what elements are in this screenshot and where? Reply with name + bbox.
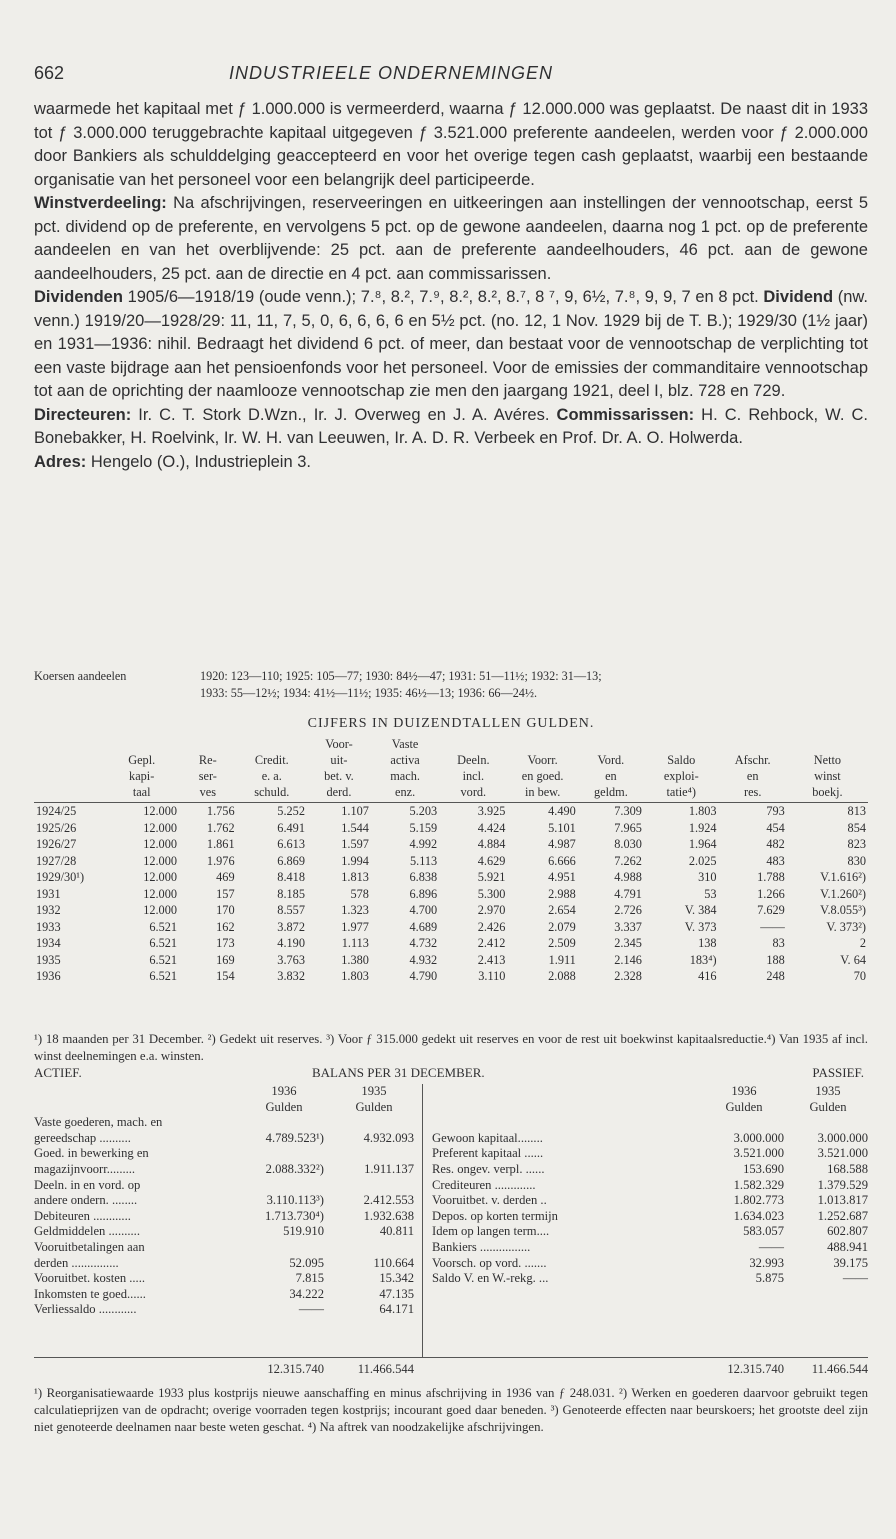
- balance-label: Vooruitbet. kosten .....: [34, 1271, 146, 1286]
- table-cell: 1.544: [341, 820, 369, 835]
- balance-value-1935: 4.932.093: [363, 1130, 414, 1145]
- table-cell: V.1.616²): [820, 870, 866, 884]
- balance-row: [432, 1224, 868, 1240]
- total-passief-1936: 12.315.740: [727, 1362, 784, 1376]
- table-cell: 6.521: [149, 969, 178, 983]
- table-cell: 5.203: [409, 804, 438, 818]
- table-cell: 823: [847, 837, 866, 851]
- table-cell: V. 384: [684, 903, 717, 917]
- winstverdeeling-label: Winstverdeeling:: [34, 194, 167, 212]
- table-cell: 7.262: [614, 853, 642, 868]
- table-cell: 6.521: [149, 919, 178, 934]
- table-cell: 1.323: [341, 903, 369, 917]
- balance-label: Vaste goederen, mach. en: [34, 1115, 163, 1130]
- table-cell: 8.185: [277, 886, 305, 901]
- table-cell: 248: [766, 969, 785, 983]
- balance-value-1935: ——: [842, 1271, 868, 1286]
- spacer-row: [432, 1115, 868, 1131]
- table-cell: 6.521: [149, 936, 178, 950]
- table-cell: 12.000: [143, 837, 178, 851]
- unit-header-row: [432, 1100, 868, 1116]
- balance-label: Deeln. in en vord. op: [34, 1177, 141, 1192]
- balance-row: [34, 1162, 434, 1178]
- table-cell: 4.932: [409, 952, 438, 967]
- balance-value-1935: 40.811: [379, 1224, 414, 1239]
- column-header: Netto winst boekj.: [787, 736, 868, 803]
- balance-label: Geldmiddelen ..........: [34, 1224, 140, 1239]
- balance-value-1935: 64.171: [379, 1302, 414, 1317]
- table-cell: 1.756: [206, 804, 235, 818]
- balance-value-1935: 3.000.000: [817, 1130, 868, 1145]
- balance-value-1936: 3.110.113³): [266, 1193, 324, 1208]
- balance-row: [432, 1240, 868, 1256]
- table-caption: CIJFERS IN DUIZENDTALLEN GULDEN.: [307, 716, 595, 731]
- row-year: 1926/27: [36, 837, 77, 851]
- table-cell: 4.790: [409, 969, 438, 983]
- year-header: 1935: [361, 1084, 387, 1098]
- table-cell: 2.988: [548, 886, 576, 901]
- table-cell: 2.088: [548, 969, 576, 983]
- table-cell: 4.951: [548, 870, 576, 884]
- actief-rows: [34, 1115, 434, 1318]
- table-row: [34, 853, 868, 870]
- table-cell: 4.992: [409, 837, 438, 851]
- balance-label: Debiteuren ............: [34, 1208, 131, 1223]
- balance-value-1936: 7.815: [295, 1271, 324, 1286]
- balance-label: Inkomsten te goed......: [34, 1286, 146, 1301]
- table-cell: 6.896: [409, 886, 438, 901]
- balance-row: [34, 1209, 434, 1225]
- table-cell: 2.426: [477, 919, 506, 934]
- balance-label: derden ...............: [34, 1255, 119, 1270]
- table-cell: 2.345: [614, 936, 642, 950]
- balance-label: Vooruitbet. v. derden ..: [432, 1193, 547, 1208]
- table-cell: 5.300: [477, 886, 506, 901]
- table-cell: 1.762: [206, 820, 235, 835]
- table-cell: 12.000: [143, 804, 178, 818]
- adres-label: Adres:: [34, 452, 87, 471]
- table-cell: 6.613: [277, 837, 305, 851]
- commissarissen-text: H. C. Rehbock, W. C. Bonebakker, H. Roelvink, Ir. W. H. van Leeuwen, Ir. A. D. R. Verbeek en Prof. Dr. A. O. Holwerda.: [34, 405, 868, 447]
- balance-label: Depos. op korten termijn: [432, 1208, 558, 1223]
- table-cell: 2.025: [688, 853, 717, 868]
- table-cell: 1.380: [341, 952, 369, 967]
- paragraph-kapitaal: waarmede het kapitaal met ƒ 1.000.000 is vermeerderd, waarna ƒ 12.000.000 was geplaatst. De naast dit in 1933 tot ƒ 3.000.000 teruggebrachte kapitaal uitgegeven ƒ 3.521.000 preferente aandeelen, werden voor ƒ 2.000.000 door Bankiers als schulddelging geaccepteerd en voor het overige tegen cash geplaatst, waarbij een bestaande organisatie van het personeel voor een belangrijk deel participeerde.: [34, 100, 868, 189]
- balance-row: [432, 1178, 868, 1194]
- page-number: 662: [34, 63, 65, 83]
- table-cell: 169: [216, 952, 235, 967]
- column-header: Saldo exploi- tatie⁴): [644, 736, 719, 803]
- table-cell: V. 373: [684, 919, 717, 934]
- passief-column: [432, 1084, 868, 1287]
- table-row: [34, 836, 868, 853]
- dividenden-label: Dividenden: [34, 288, 123, 306]
- column-header: Voorr. en goed. in bew.: [507, 736, 577, 803]
- table-cell: 310: [698, 870, 717, 884]
- balance-value-1936: 52.095: [289, 1255, 324, 1270]
- table-cell: V. 64: [840, 952, 866, 967]
- balance-label: gereedschap ..........: [34, 1130, 131, 1145]
- balance-label: Saldo V. en W.-rekg. ...: [432, 1271, 549, 1286]
- table-row: [34, 803, 868, 820]
- table-cell: 7.965: [614, 820, 642, 835]
- paragraph-dividenden: [34, 286, 868, 404]
- column-divider: [422, 1084, 423, 1357]
- table-cell: 12.000: [143, 853, 178, 868]
- table-cell: 578: [350, 886, 369, 901]
- total-actief-1936: 12.315.740: [267, 1362, 324, 1376]
- total-actief-1935: 11.466.544: [357, 1362, 414, 1376]
- table-cell: 7.629: [757, 903, 785, 917]
- year-header: 1936: [271, 1084, 297, 1098]
- table-cell: 12.000: [143, 886, 178, 901]
- table-cell: 4.988: [614, 870, 642, 884]
- row-year: 1936: [36, 969, 61, 983]
- table-cell: 482: [766, 837, 785, 851]
- table-row: [34, 902, 868, 919]
- table-body: [34, 803, 868, 985]
- table-cell: 1.911: [548, 952, 576, 967]
- table-cell: 5.101: [548, 820, 576, 835]
- table-cell: 8.418: [277, 870, 305, 884]
- column-header: Vaste activa mach. enz.: [371, 736, 439, 803]
- balance-value-1935: 602.807: [827, 1224, 868, 1239]
- table-cell: 4.689: [409, 919, 438, 934]
- table-cell: 1.977: [341, 919, 369, 934]
- table-cell: 4.700: [409, 903, 438, 917]
- table-cell: 2.509: [548, 936, 576, 950]
- koersen-label: Koersen aandeelen: [34, 669, 127, 683]
- balance-label: Goed. in bewerking en: [34, 1146, 149, 1161]
- unit-header: Gulden: [725, 1099, 763, 1114]
- column-header: [34, 736, 104, 803]
- table-row: [34, 919, 868, 936]
- table-cell: 3.763: [277, 952, 305, 967]
- table-cell: 454: [766, 820, 785, 835]
- table-row: [34, 952, 868, 969]
- balance-value-1936: 153.690: [743, 1161, 784, 1176]
- table-cell: 7.309: [614, 804, 642, 818]
- balance-value-1936: 2.088.332²): [265, 1161, 324, 1176]
- table-cell: 6.521: [149, 952, 178, 967]
- year-header: 1936: [731, 1084, 757, 1098]
- table-cell: 1.113: [341, 936, 369, 950]
- running-title: INDUSTRIEELE ONDERNEMINGEN: [229, 63, 554, 83]
- table-cell: 1.976: [206, 853, 235, 868]
- table-cell: 1.813: [341, 870, 369, 884]
- table-cell: 162: [216, 919, 235, 934]
- table-cell: 4.424: [477, 820, 506, 835]
- table-cell: 3.110: [478, 969, 506, 983]
- table-cell: 1.994: [341, 853, 369, 868]
- balance-label: Voorsch. op vord. .......: [432, 1255, 547, 1270]
- column-header: Gepl. kapi- taal: [104, 736, 179, 803]
- balance-row: [34, 1115, 434, 1131]
- passief-label: PASSIEF.: [812, 1065, 864, 1080]
- table-row: [34, 968, 868, 985]
- table-cell: ——: [760, 919, 785, 934]
- balance-value-1936: 1.582.329: [733, 1177, 784, 1192]
- table-row: [34, 820, 868, 837]
- dividend-text: (nw. venn.) 1919/20—1928/29: 11, 11, 7, 5, 0, 6, 6, 6, 6 en 5½ pct. (no. 12, 1 Nov. 1929 bij de T. B.); 1929/30 (1½ jaar) en 1931—1936: nihil. Bedraagt het dividend 6 pct. of meer, dan bestaat voor de vennootschap de verplichting tot een vaste bijdrage aan het pensioenfonds voor het personeel. Voor de emissies der commanditaire vennootschap tot aan de oprichting der naamlooze vennootschap zie men den jaargang 1921, deel I, blz. 728 en 729.: [34, 288, 868, 400]
- dividend-label: Dividend: [763, 288, 834, 306]
- table-cell: 5.252: [277, 804, 305, 818]
- table-cell: 2.412: [477, 936, 506, 950]
- year-header-row: [34, 1084, 434, 1100]
- balance-value-1935: 47.135: [379, 1286, 414, 1301]
- column-header: Re- ser- ves: [179, 736, 237, 803]
- balance-value-1935: 1.911.137: [364, 1161, 414, 1176]
- table-cell: 1.964: [688, 837, 717, 851]
- balance-row: [34, 1240, 434, 1256]
- table-cell: 1.803: [341, 969, 369, 983]
- table-cell: 830: [847, 853, 866, 868]
- balance-value-1935: 168.588: [827, 1161, 868, 1176]
- balance-value-1936: 519.910: [283, 1224, 324, 1239]
- actief-label: ACTIEF.: [34, 1065, 82, 1080]
- year-header: 1935: [815, 1084, 841, 1098]
- table-cell: 2.079: [548, 919, 576, 934]
- table-cell: 4.791: [614, 886, 642, 901]
- paragraph-winstverdeeling: [34, 192, 868, 286]
- balance-row: [432, 1146, 868, 1162]
- balance-value-1935: 1.379.529: [817, 1177, 868, 1192]
- winstverdeeling-text: Na afschrijvingen, reserveeringen en uitkeeringen aan instellingen der vennootschap, eerst 5 pct. dividend op de preferente, en vervolgens 5 pct. op de gewone aandeelen, daarna nog 1 pct. op de preferente aandeelen en van het overblijvende: 25 pct. aan de preferente aandeelhouders, 46 pct. aan de gewone aandeelhouders, 25 pct. aan de directie en 4 pct. aan commissarissen.: [34, 194, 868, 283]
- table-row: [34, 886, 868, 903]
- column-header: Afschr. en res.: [719, 736, 787, 803]
- table-cell: 2.970: [477, 903, 506, 917]
- table-cell: 1.266: [757, 886, 785, 901]
- table-cell: 4.732: [409, 936, 438, 950]
- table-cell: 6.666: [548, 853, 576, 868]
- table-footnote: ¹) 18 maanden per 31 December. ²) Gedekt uit reserves. ³) Voor ƒ 315.000 gedekt uit reserves en voor de rest uit boekwinst kapitaalsreductie.⁴) Van 1935 af incl. winst deelnemingen e.a. winsten.: [34, 1032, 868, 1063]
- balance-row: [34, 1224, 434, 1240]
- table-cell: 813: [847, 804, 866, 818]
- table-cell: 2.654: [548, 903, 576, 917]
- unit-header: Gulden: [355, 1099, 393, 1114]
- passief-rows: [432, 1131, 868, 1287]
- table-cell: 5.113: [409, 853, 438, 868]
- balance-row: [34, 1271, 434, 1287]
- table-cell: 157: [216, 886, 235, 901]
- balance-row: [34, 1178, 434, 1194]
- table-cell: 170: [216, 903, 235, 917]
- total-passief-1935: 11.466.544: [811, 1362, 868, 1376]
- balance-row: [34, 1193, 434, 1209]
- table-cell: 4.190: [277, 936, 305, 950]
- year-header-row: [432, 1084, 868, 1100]
- table-cell: 70: [853, 969, 866, 983]
- row-year: 1934: [36, 936, 61, 950]
- balance-label: Idem op langen term....: [432, 1224, 550, 1239]
- balance-label: magazijnvoorr.........: [34, 1161, 136, 1176]
- table-cell: 854: [847, 820, 866, 835]
- table-cell: 4.490: [548, 804, 576, 818]
- table-cell: 5.921: [477, 870, 506, 884]
- balans-footnote: ¹) Reorganisatiewaarde 1933 plus kostprijs nieuwe aanschaffing en minus afschrijving in 1936 van ƒ 248.031. ²) Werken en goederen daarvoor gebruikt tegen calculatieprijzen van de opdracht; overige voorraden tegen kostprijs; incourant goed daar beneden. ³) Genoteerde effecten naar beurskoers; het grootste deel zijn niet genoteerde deelnamen naar beste weten geschat. ⁴) Na aftrek van noodzakelijke afschrijvingen.: [34, 1386, 868, 1434]
- table-cell: 154: [216, 969, 235, 983]
- balance-value-1936: 1.713.730⁴): [265, 1208, 324, 1223]
- table-cell: 6.869: [277, 853, 305, 868]
- table-cell: 2: [859, 936, 866, 950]
- unit-header: Gulden: [265, 1099, 303, 1114]
- table-cell: 12.000: [143, 820, 178, 835]
- balance-label: Crediteuren .............: [432, 1177, 536, 1192]
- table-cell: 53: [704, 886, 717, 901]
- table-row: [34, 935, 868, 952]
- balance-value-1935: 3.521.000: [817, 1146, 868, 1161]
- column-header: Deeln. incl. vord.: [439, 736, 507, 803]
- directeuren-label: Directeuren:: [34, 405, 132, 424]
- balance-value-1936: 1.634.023: [733, 1208, 784, 1223]
- column-header: Vord. en geldm.: [578, 736, 644, 803]
- balance-value-1935: 1.932.638: [363, 1208, 414, 1223]
- totals-rule: [34, 1357, 868, 1358]
- balance-value-1936: 583.057: [743, 1224, 784, 1239]
- balance-row: [34, 1256, 434, 1272]
- table-cell: 1.788: [757, 870, 785, 884]
- table-cell: 8.557: [277, 903, 305, 917]
- table-cell: 3.925: [477, 804, 506, 818]
- table-cell: V.8.055³): [820, 903, 866, 917]
- balance-value-1935: 488.941: [827, 1239, 868, 1254]
- balance-label: Bankiers ................: [432, 1239, 531, 1254]
- actief-column: [34, 1084, 434, 1318]
- balance-row: [432, 1256, 868, 1272]
- cijfers-table: [34, 736, 868, 985]
- table-cell: 483: [766, 853, 785, 868]
- table-cell: 4.987: [548, 837, 576, 851]
- balance-row: [432, 1271, 868, 1287]
- table-cell: 183⁴): [689, 952, 717, 967]
- table-cell: 3.337: [614, 919, 642, 934]
- table-cell: 1.597: [341, 837, 369, 851]
- table-cell: 12.000: [143, 903, 178, 917]
- column-header: Voor- uit- bet. v. derd.: [307, 736, 371, 803]
- balance-row: [432, 1193, 868, 1209]
- table-cell: 138: [698, 936, 717, 950]
- balance-value-1935: 1.252.687: [817, 1208, 868, 1223]
- balance-row: [34, 1146, 434, 1162]
- table-cell: 8.030: [614, 837, 642, 851]
- balance-value-1935: 110.664: [373, 1255, 414, 1270]
- balance-label: Gewoon kapitaal........: [432, 1130, 543, 1145]
- balance-row: [34, 1287, 434, 1303]
- table-cell: 793: [766, 804, 785, 818]
- balance-value-1935: 15.342: [379, 1271, 414, 1286]
- table-cell: 4.884: [477, 837, 506, 851]
- paragraph-adres: [34, 451, 868, 475]
- table-cell: V.1.260²): [820, 886, 866, 901]
- table-cell: 12.000: [143, 870, 178, 884]
- row-year: 1935: [36, 952, 61, 967]
- balance-label: Verliessaldo ............: [34, 1302, 137, 1317]
- table-cell: 6.838: [409, 870, 438, 884]
- table-cell: 1.107: [341, 804, 369, 818]
- unit-header-row: [34, 1100, 434, 1116]
- table-cell: 188: [766, 952, 785, 967]
- balance-row: [432, 1162, 868, 1178]
- koersen-line: 1920: 123—110; 1925: 105—77; 1930: 84½—47; 1931: 51—11½; 1932: 31—13;: [200, 669, 602, 683]
- table-cell: 416: [698, 969, 717, 983]
- row-year: 1931: [36, 886, 61, 901]
- balance-value-1935: 1.013.817: [817, 1193, 868, 1208]
- balance-row: [34, 1302, 434, 1318]
- row-year: 1927/28: [36, 853, 77, 868]
- balance-value-1936: 1.802.773: [733, 1193, 784, 1208]
- balance-value-1936: 34.222: [289, 1286, 324, 1301]
- paragraph-directie: [34, 404, 868, 451]
- row-year: 1925/26: [36, 820, 77, 835]
- row-year: 1932: [36, 903, 61, 917]
- unit-header: Gulden: [809, 1099, 847, 1114]
- body-text: [34, 98, 868, 474]
- balance-label: Res. ongev. verpl. ......: [432, 1161, 545, 1176]
- balance-value-1936: 3.000.000: [733, 1130, 784, 1145]
- balance-value-1936: 32.993: [749, 1255, 784, 1270]
- table-cell: 4.629: [477, 853, 506, 868]
- table-cell: 3.832: [277, 969, 305, 983]
- column-header: Credit. e. a. schuld.: [237, 736, 307, 803]
- table-cell: 2.146: [614, 952, 642, 967]
- row-year: 1924/25: [36, 804, 77, 818]
- adres-text: Hengelo (O.), Industrieplein 3.: [86, 452, 311, 471]
- table-cell: 1.861: [206, 837, 235, 851]
- balance-row: [432, 1131, 868, 1147]
- table-cell: 83: [772, 936, 785, 950]
- balance-value-1936: 3.521.000: [733, 1146, 784, 1161]
- table-cell: V. 373²): [826, 919, 866, 934]
- row-year: 1929/30¹): [36, 870, 85, 884]
- table-row: [34, 869, 868, 886]
- table-cell: 1.924: [688, 820, 717, 835]
- table-cell: 2.726: [614, 903, 642, 917]
- balance-value-1936: ——: [758, 1239, 784, 1254]
- balance-value-1936: ——: [298, 1302, 324, 1317]
- balance-value-1936: 5.875: [755, 1271, 784, 1286]
- balance-value-1936: 4.789.523¹): [265, 1130, 324, 1145]
- balance-row: [432, 1209, 868, 1225]
- balance-label: Preferent kapitaal ......: [432, 1146, 544, 1161]
- koersen-line: 1933: 55—12½; 1934: 41½—11½; 1935: 46½—13; 1936: 66—24½.: [200, 686, 538, 700]
- balance-label: Vooruitbetalingen aan: [34, 1239, 145, 1254]
- balance-value-1935: 2.412.553: [363, 1193, 414, 1208]
- balans-title: BALANS PER 31 DECEMBER.: [312, 1065, 485, 1080]
- table-cell: 1.803: [688, 804, 717, 818]
- table-cell: 3.872: [277, 919, 305, 934]
- balance-value-1935: 39.175: [833, 1255, 868, 1270]
- row-year: 1933: [36, 919, 61, 934]
- table-cell: 2.328: [614, 969, 642, 983]
- commissarissen-label: Commissarissen:: [556, 405, 695, 424]
- table-cell: 469: [216, 870, 235, 884]
- directeuren-text: Ir. C. T. Stork D.Wzn., Ir. J. Overweg en J. A. Avéres.: [131, 405, 557, 424]
- balance-row: [34, 1131, 434, 1147]
- dividenden-text: 1905/6—1918/19 (oude venn.); 7.⁸, 8.², 7.⁹, 8.², 8.², 8.⁷, 8 ⁷, 9, 6½, 7.⁸, 9, 9, 7 en 8 pct.: [122, 288, 764, 306]
- table-cell: 6.491: [277, 820, 305, 835]
- balance-label: andere ondern. ........: [34, 1193, 138, 1208]
- table-header-row: [34, 736, 868, 803]
- table-cell: 5.159: [409, 820, 438, 835]
- table-cell: 173: [216, 936, 235, 950]
- table-cell: 2.413: [477, 952, 506, 967]
